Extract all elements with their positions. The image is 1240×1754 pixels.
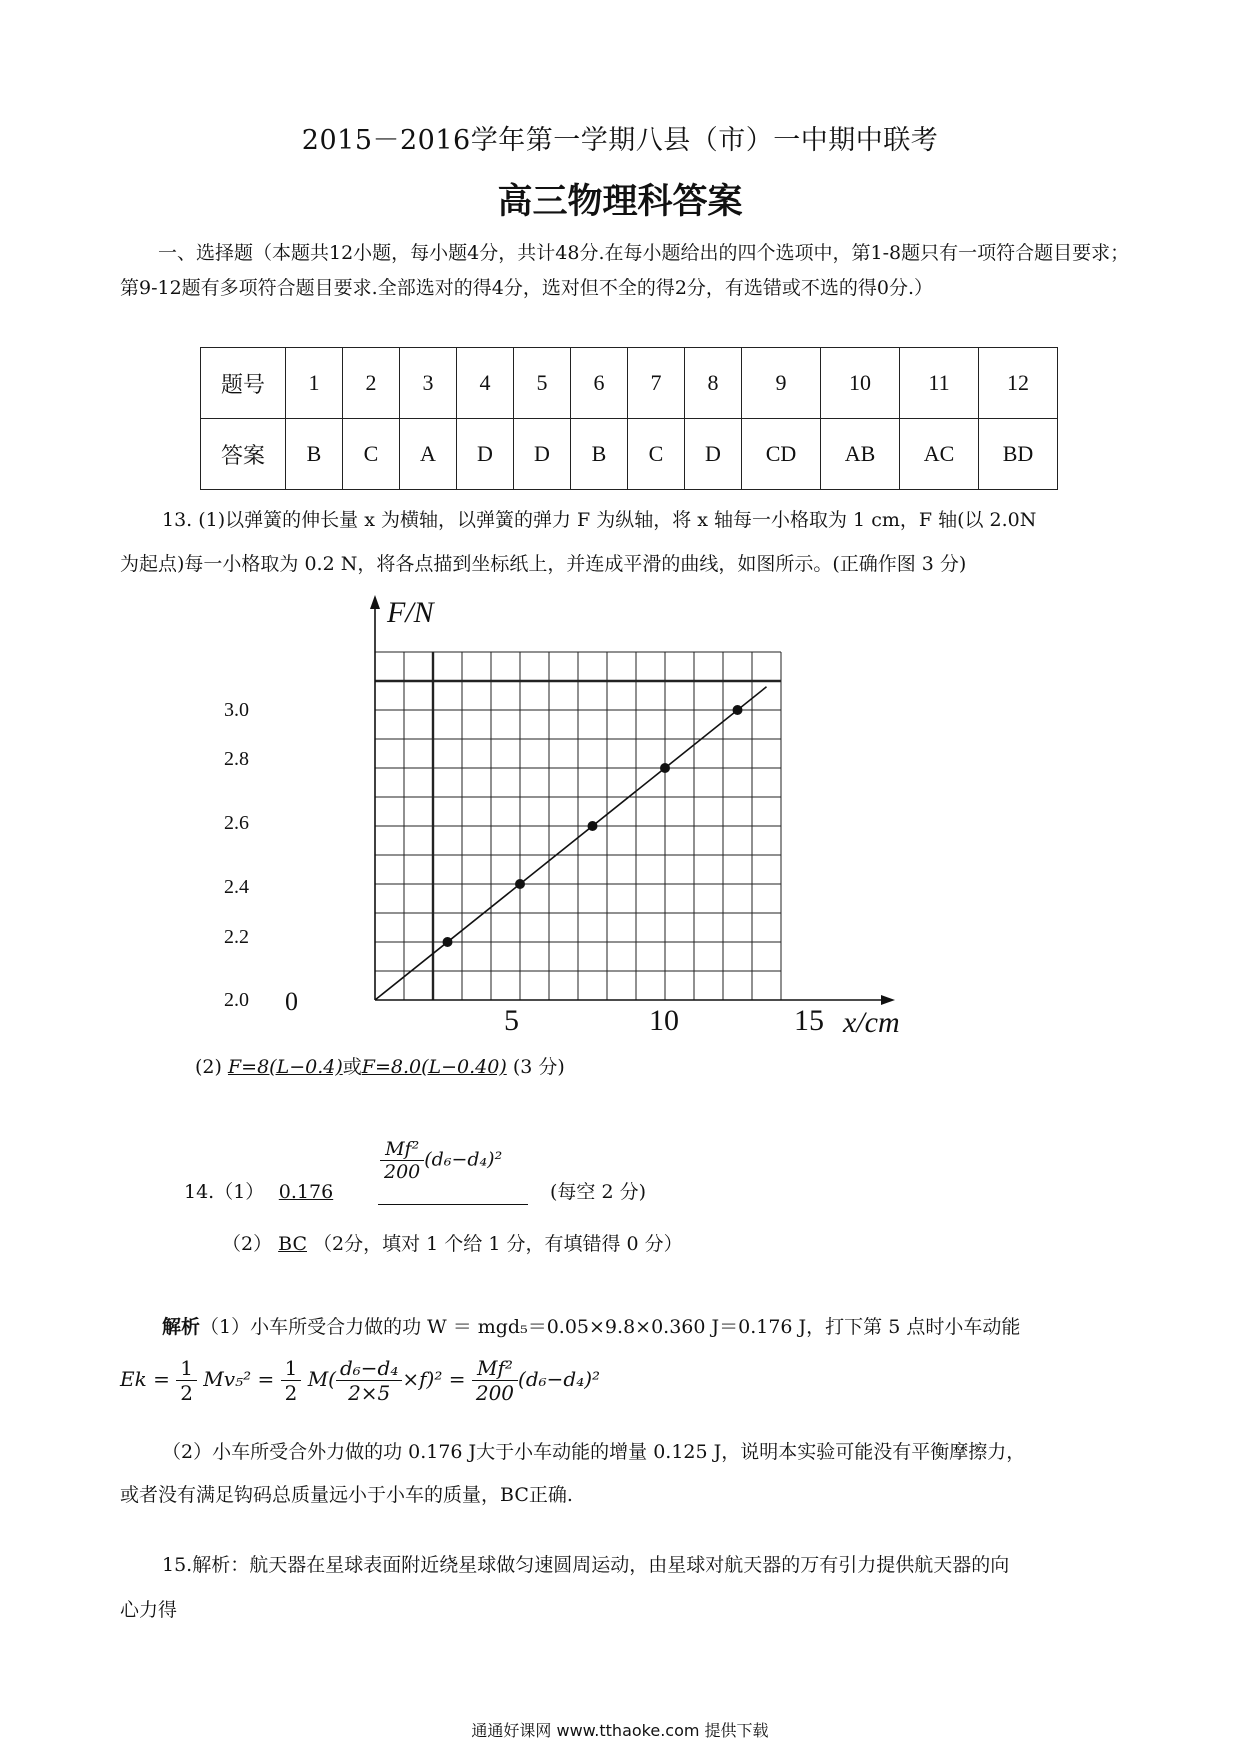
q14-answer-1: 0.176 (278, 1181, 334, 1203)
q14-label: 14.（1） (184, 1181, 265, 1203)
table-cell: 9 (742, 348, 821, 419)
velocity-num: d₆−d₄ (336, 1356, 402, 1381)
result-num: Mf² (472, 1356, 518, 1381)
q15-line2: 心力得 (120, 1599, 178, 1621)
table-cell: C (628, 419, 685, 490)
origin-label: 0 (285, 987, 298, 1016)
data-point (588, 821, 598, 831)
table-cell: 12 (979, 348, 1058, 419)
table-cell: 2 (343, 348, 400, 419)
table-cell: D (514, 419, 571, 490)
x-tick-label: 10 (649, 1004, 679, 1037)
x-tick-label: 5 (504, 1004, 519, 1037)
m-open: M( (307, 1367, 336, 1391)
y-tick-label: 2.4 (224, 876, 249, 898)
mv-term: Mv₅² (203, 1367, 252, 1391)
y-tick-label: 3.0 (224, 699, 249, 721)
table-cell: 8 (685, 348, 742, 419)
y-tick-label: 2.2 (224, 926, 249, 948)
table-cell: 3 (400, 348, 457, 419)
q14-part2-prefix: （2） (222, 1233, 273, 1255)
row-label-answer: 答案 (201, 419, 286, 490)
half2-den: 2 (284, 1381, 298, 1405)
table-cell: B (286, 419, 343, 490)
table-cell: D (457, 419, 514, 490)
chart-labels (224, 596, 900, 1039)
q13-answer-1: F=8(L−0.4) (227, 1056, 343, 1078)
table-cell: A (400, 419, 457, 490)
analysis-line1 (162, 1310, 1020, 1345)
spring-force-chart (0, 590, 1240, 1060)
q14-frac-tail: (d₆−d₄)² (424, 1148, 503, 1171)
q14-part2-answer: BC (278, 1233, 307, 1255)
page-subtitle: 高三物理科答案 (497, 182, 743, 222)
table-cell: CD (742, 419, 821, 490)
q13-part2-prefix: (2) (195, 1056, 222, 1078)
table-cell: 4 (457, 348, 514, 419)
x-axis-arrow (881, 995, 895, 1005)
table-cell: AB (821, 419, 900, 490)
table-cell: D (685, 419, 742, 490)
table-cell: 1 (286, 348, 343, 419)
q14-score: (每空 2 分) (550, 1181, 646, 1203)
table-cell: AC (900, 419, 979, 490)
q13-part2 (195, 1050, 565, 1085)
q13-part2-score: (3 分) (512, 1056, 565, 1078)
data-point (515, 879, 525, 889)
q13-answer-2: F=8.0(L−0.40) (361, 1056, 507, 1078)
velocity-den: 2×5 (348, 1381, 391, 1405)
table-cell: 10 (821, 348, 900, 419)
q14-frac-den: 200 (384, 1161, 421, 1183)
section-intro: 一、选择题（本题共12小题，每小题4分，共计48分.在每小题给出的四个选项中，第1-8题只有一项符合题目要求；第9-12题有多项符合题目要求.全部选对的得4分，选对但不全的得2分，有选错或不选的得0分.） (120, 242, 1130, 299)
data-point (443, 937, 453, 947)
chart-grid (375, 652, 781, 1000)
analysis-line3: 或者没有满足钩码总质量远小于小车的质量，BC正确. (120, 1484, 573, 1506)
ek-symbol: Ek (120, 1367, 147, 1391)
q14-part2-note: （2分，填对 1 个给 1 分，有填错得 0 分） (313, 1233, 683, 1255)
table-row-answers (201, 419, 1058, 490)
half-den: 2 (180, 1381, 193, 1405)
x-axis-label: x/cm (843, 1006, 900, 1039)
row-label-number: 题号 (201, 348, 286, 419)
footer-text: 通通好课网 www.tthaoke.com 提供下载 (471, 1721, 769, 1740)
q14-frac-num: Mf² (380, 1138, 424, 1161)
result-tail: (d₆−d₄)² (518, 1367, 601, 1391)
half-num: 1 (176, 1356, 197, 1381)
result-den: 200 (475, 1381, 515, 1405)
table-cell: BD (979, 419, 1058, 490)
analysis-line2: （2）小车所受合外力做的功 0.176 J大于小车动能的增量 0.125 J，说明本实验可能没有平衡摩擦力， (162, 1441, 1026, 1463)
times-f: ×f)² (402, 1367, 443, 1391)
kinetic-energy-formula: Ek = $\frac{1}{2}$ Mv₅² = $\frac{1}{2}$ M( $\frac{\text{d₆−d₄}}{2\times 5}$ ×f)² = $\frac{\text{Mf²}}{200}$ (d₆−d₄)² (120, 1356, 601, 1405)
analysis-text: （1）小车所受合力做的功 W ＝ mgd₅＝0.05×9.8×0.360 J＝0.176 J，打下第 5 点时小车动能 (200, 1316, 1021, 1338)
data-point (733, 705, 743, 715)
table-cell: 11 (900, 348, 979, 419)
q14-part2 (222, 1227, 683, 1262)
x-tick-label: 15 (794, 1004, 824, 1037)
analysis-label: 解析 (162, 1316, 201, 1338)
table-cell: 7 (628, 348, 685, 419)
y-tick-label: 2.6 (224, 812, 249, 834)
q13-or: 或 (342, 1056, 362, 1078)
table-cell: 5 (514, 348, 571, 419)
y-axis-arrow (370, 595, 380, 609)
q14-answer-2 (378, 1138, 528, 1205)
table-cell: C (343, 419, 400, 490)
table-row-numbers (201, 348, 1058, 419)
half2-num: 1 (281, 1356, 302, 1381)
q13-line1: 13. (1)以弹簧的伸长量 x 为横轴，以弹簧的弹力 F 为纵轴，将 x 轴每一小格取为 1 cm，F 轴(以 2.0N (162, 509, 1037, 531)
q13-line2: 为起点)每一小格取为 0.2 N，将各点描到坐标纸上，并连成平滑的曲线，如图所示。(正确作图 3 分) (120, 553, 967, 575)
q15-line1: 15.解析：航天器在星球表面附近绕星球做匀速圆周运动，由星球对航天器的万有引力提供航天器的向 (162, 1554, 1010, 1576)
table-cell: 6 (571, 348, 628, 419)
y-tick-label: 2.8 (224, 748, 249, 770)
y-axis-label: F/N (387, 596, 434, 629)
data-point (660, 763, 670, 773)
table-cell: B (571, 419, 628, 490)
q14-formula (380, 1138, 502, 1183)
y-tick-label: 2.0 (224, 989, 249, 1011)
page-title: 2015－2016学年第一学期八县（市）一中期中联考 (301, 125, 939, 156)
answer-table (200, 347, 1058, 490)
